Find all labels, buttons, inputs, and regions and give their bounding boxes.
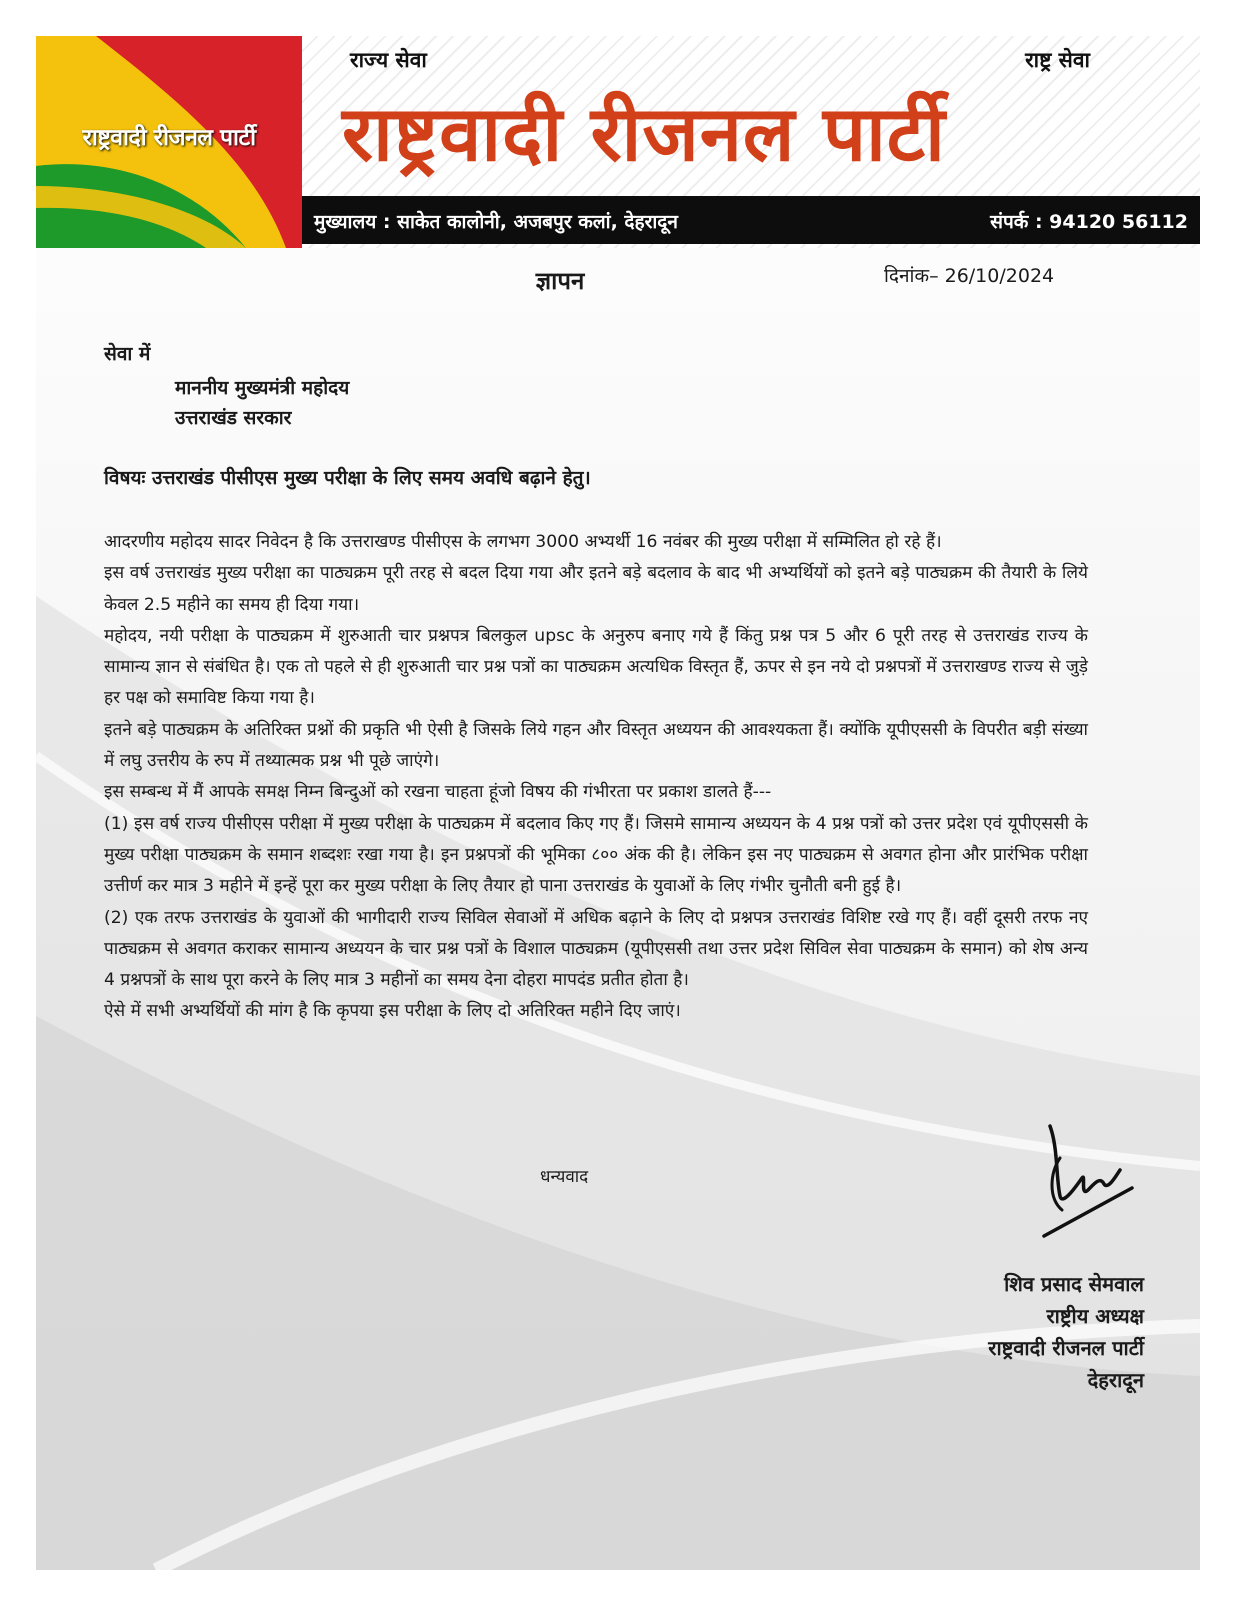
body-paragraph: इस सम्बन्ध में मैं आपके समक्ष निम्न बिन्दुओं को रखना चाहता हूंजो विषय की गंभीरता पर प्रकाश डालते हैं---	[104, 782, 772, 803]
signatory-party: राष्ट्रवादी रीजनल पार्टी	[988, 1336, 1144, 1360]
recipient-block	[175, 373, 349, 433]
party-logo	[36, 36, 302, 248]
recipient-line: उत्तराखंड सरकार	[175, 407, 292, 429]
body-paragraph: (1) इस वर्ष राज्य पीसीएस परीक्षा में मुख्य परीक्षा के पाठ्यक्रम में बदलाव किए गए हैं। जिसमे सामान्य अध्ययन के 4 प्रश्न पत्रों को उत्तर प्रदेश एवं यूपीएससी के मुख्य परीक्षा पाठ्यक्रम के समान शब्दशः रखा गया है। इन प्रश्नपत्रों की भूमिका ८०० अंक की है। लेकिन इस नए पाठ्यक्रम से अवगत होना और प्रारंभिक परीक्षा उत्तीर्ण कर मात्र 3 महीने में इन्हें पूरा कर मुख्य परीक्षा के लिए तैयार हो पाना उत्तराखंड के युवाओं के लिए गंभीर चुनौती बनी हुई है।	[104, 813, 1088, 897]
signatory-place: देहरादून	[1087, 1368, 1144, 1392]
body-paragraph: इतने बड़े पाठ्यक्रम के अतिरिक्त प्रश्नों की प्रकृति भी ऐसी है जिसके लिये गहन और विस्तृत अध्ययन की आवश्यकता हैं। क्योंकि यूपीएससी के विपरीत बड़ी संख्या में लघु उत्तरीय के रुप में तथ्यात्मक प्रश्न भी पूछे जाएंगे।	[104, 719, 1088, 772]
signatory-title: राष्ट्रीय अध्यक्ष	[1046, 1304, 1144, 1328]
body-paragraph: आदरणीय महोदय सादर निवेदन है कि उत्तराखण्ड पीसीएस के लगभग 3000 अभ्यर्थी 16 नवंबर की मुख्य परीक्षा में सम्मिलित हो रहे हैं।	[104, 532, 942, 552]
salutation: सेवा में	[104, 343, 151, 365]
document-title: ज्ञापन	[535, 267, 585, 295]
closing-thanks: धन्यवाद	[540, 1167, 589, 1187]
contact-number: संपर्क : 94120 56112	[990, 211, 1188, 233]
body-paragraph: ऐसे में सभी अभ्यर्थियों की मांग है कि कृपया इस परीक्षा के लिए दो अतिरिक्त महीने दिए जाएं।	[104, 1001, 681, 1022]
recipient-line: माननीय मुख्यमंत्री महोदय	[175, 377, 350, 399]
headquarters-address: मुख्यालय : साकेत कालोनी, अजबपुर कलां, देहरादून	[314, 211, 678, 233]
body-paragraph: इस वर्ष उत्तराखंड मुख्य परीक्षा का पाठ्यक्रम पूरी तरह से बदल दिया गया और इतने बड़े बदलाव के बाद भी अभ्यर्थियों को इतने बड़े पाठ्यक्रम की तैयारी के लिये केवल 2.5 महीने का समय ही दिया गया।	[104, 563, 1088, 615]
signatory-name: शिव प्रसाद सेमवाल	[1004, 1272, 1144, 1296]
party-name-heading: राष्ट्रवादी रीजनल पार्टी	[342, 89, 946, 178]
letterhead-banner	[302, 36, 1200, 248]
letterhead	[36, 36, 1200, 248]
subject-line: विषयः उत्तराखंड पीसीएस मुख्य परीक्षा के लिए समय अवधि बढ़ाने हेतु।	[104, 467, 591, 489]
logo-text: राष्ट्रवादी रीजनल पार्टी	[82, 125, 256, 151]
body-paragraph: (2) एक तरफ उत्तराखंड के युवाओं की भागीदारी राज्य सिविल सेवाओं में अधिक बढ़ाने के लिए दो प्रश्नपत्र उत्तराखंड विशिष्ट रखे गए हैं। वहीं दूसरी तरफ नए पाठ्यक्रम से अवगत कराकर सामान्य अध्ययन के चार प्रश्न पत्रों के विशाल पाठ्यक्रम (यूपीएससी तथा उत्तर प्रदेश सिविल सेवा पाठ्यक्रम के समान) को शेष अन्य 4 प्रश्नपत्रों के साथ पूरा करने के लिए मात्र 3 महीनों का समय देना दोहरा मापदंड प्रतीत होता है।	[104, 907, 1088, 991]
address-bar	[302, 196, 1200, 244]
body-paragraph: महोदय, नयी परीक्षा के पाठ्यक्रम में शुरुआती चार प्रश्नपत्र बिलकुल upsc के अनुरुप बनाए गये हैं किंतु प्रश्न पत्र 5 और 6 पूरी तरह से उत्तराखंड राज्य के सामान्य ज्ञान से संबंधित है। एक तो पहले से ही शुरुआती चार प्रश्न पत्रों का पाठ्यक्रम अत्यधिक विस्तृत हैं, ऊपर से इन नये दो प्रश्नपत्रों में उत्तराखण्ड राज्य से जुड़े हर पक्ष को समाविष्ट किया गया है।	[104, 625, 1088, 709]
letter-body	[104, 527, 1088, 1028]
tagline-rashtra-seva: राष्ट्र सेवा	[1025, 48, 1090, 72]
handwritten-signature	[1020, 1118, 1140, 1252]
signatory-block	[988, 1268, 1144, 1396]
tagline-rajya-seva: राज्य सेवा	[350, 48, 427, 72]
document-date: दिनांक– 26/10/2024	[884, 265, 1055, 287]
